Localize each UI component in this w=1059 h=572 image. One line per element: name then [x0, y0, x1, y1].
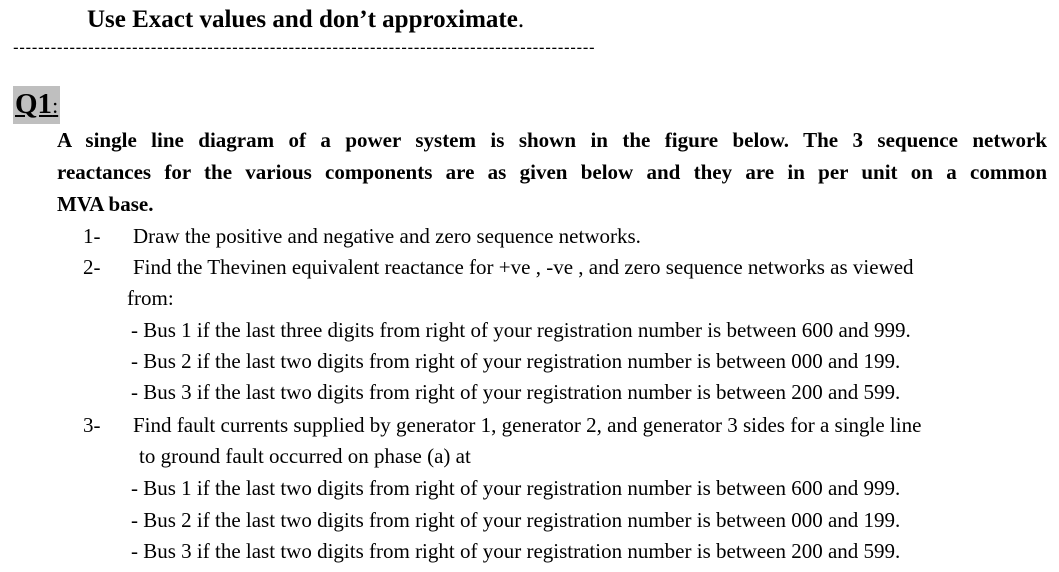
intro-line: A single line diagram of a power system is shown in the figure below. The 3 sequence network: [57, 128, 1047, 152]
separator-line: ---------------------------------------------------------------------------------------------: [13, 38, 596, 57]
item-text: to ground fault occurred on phase (a) at: [139, 444, 471, 468]
sub-item: - Bus 3 if the last two digits from right of your registration number is between 200 and 599.: [131, 380, 901, 404]
item-text: from:: [127, 286, 174, 310]
sub-item: - Bus 2 if the last two digits from right of your registration number is between 000 and 199.: [131, 508, 901, 532]
item-number: 3-: [83, 413, 101, 437]
exactness-instruction: [87, 3, 524, 37]
item-number: 1-: [83, 224, 101, 248]
item-text: Draw the positive and negative and zero sequence networks.: [133, 224, 641, 248]
item-number: 2-: [83, 255, 101, 279]
question-colon: :: [52, 93, 59, 118]
sub-item: - Bus 1 if the last three digits from right of your registration number is between 600 and 999.: [131, 318, 911, 342]
intro-line: reactances for the various components are as given below and they are in per unit on a common: [57, 160, 1047, 184]
instruction-period: .: [517, 6, 525, 33]
item-text: Find the Thevinen equivalent reactance for +ve , -ve , and zero sequence networks as viewed: [133, 255, 914, 279]
sub-item: - Bus 1 if the last two digits from right of your registration number is between 600 and 999.: [131, 476, 901, 500]
question-label: [13, 86, 60, 124]
sub-item: - Bus 2 if the last two digits from right of your registration number is between 000 and 199.: [131, 349, 901, 373]
item-text: Find fault currents supplied by generator 1, generator 2, and generator 3 sides for a single line: [133, 413, 922, 437]
sub-item: - Bus 3 if the last two digits from right of your registration number is between 200 and 599.: [131, 539, 901, 563]
question-intro: [57, 124, 1047, 220]
instruction-bold-text: Use Exact values and don’t approximate: [87, 6, 518, 33]
intro-line: MVA base.: [57, 192, 154, 216]
question-number: Q1: [15, 88, 53, 120]
